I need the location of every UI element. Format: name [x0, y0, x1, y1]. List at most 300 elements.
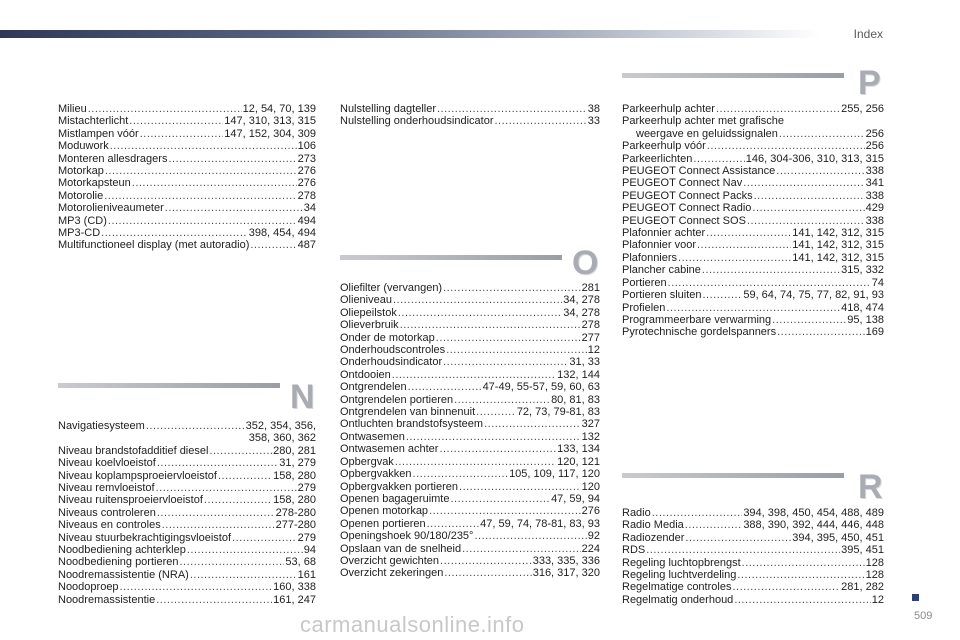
dot-leader [132, 177, 297, 189]
entry-pages: 338 [865, 165, 884, 178]
index-entry [622, 519, 884, 531]
entry-pages: 141, 142, 312, 315 [792, 227, 884, 240]
entry-pages: 31, 279 [279, 457, 316, 470]
index-entry [340, 307, 600, 319]
dot-leader [250, 239, 296, 251]
dot-leader [437, 103, 587, 115]
entry-pages: 338 [865, 214, 884, 227]
entry-pages: 161, 247 [273, 593, 316, 606]
entry-term: Regeling luchtopbrengst [622, 556, 741, 569]
entry-term: Noodremassistentie [58, 593, 156, 606]
entry-pages: 277 [581, 331, 600, 344]
index-entry: Parkeerhulp achter ..... 255, 256 [622, 103, 884, 115]
dot-leader [474, 530, 586, 542]
dot-leader [439, 443, 556, 455]
index-entry [340, 443, 600, 455]
index-entry [58, 519, 316, 531]
dot-leader [443, 282, 581, 294]
entry-term: Opslaan van de snelheid [340, 542, 462, 555]
entry-term: Pyrotechnische gordelspanners [622, 326, 777, 339]
index-entry [340, 518, 600, 530]
entry-pages: 34 [303, 202, 316, 215]
dot-leader [104, 190, 296, 202]
entry-pages: 395, 451 [841, 544, 884, 557]
dot-leader [772, 314, 846, 326]
entry-pages: 128 [865, 556, 884, 569]
index-entry [58, 128, 316, 140]
dot-leader [218, 470, 272, 482]
dot-leader [706, 227, 791, 239]
index-entry-continuation: 358, 360, 362 [248, 432, 316, 445]
index-entry [622, 165, 884, 177]
dot-leader [454, 394, 550, 406]
index-entry [340, 381, 600, 393]
entry-term: Parkeerlichten [622, 152, 693, 165]
dot-leader [732, 581, 840, 593]
entry-pages: 147, 310, 313, 315 [224, 115, 316, 128]
dot-leader [157, 507, 275, 519]
index-entry [58, 177, 316, 189]
section-r-letter: R [858, 468, 883, 506]
dot-leader [462, 543, 581, 555]
entry-pages: 12 [587, 344, 600, 357]
entry-term: Radio Media [622, 519, 684, 532]
index-entry [622, 227, 884, 239]
entry-pages: 59, 64, 74, 75, 77, 82, 91, 93 [743, 289, 884, 302]
entry-pages: 133, 134 [557, 443, 600, 456]
dot-leader [162, 519, 275, 531]
entry-term: Noodoproep [58, 581, 119, 594]
entry-pages: 315, 332 [841, 264, 884, 277]
index-entry [622, 544, 884, 556]
dot-leader [747, 215, 865, 227]
index-entry [340, 294, 600, 306]
dot-leader [703, 289, 743, 301]
entry-term: Niveau remvloeistof [58, 482, 155, 495]
entry-term: Niveau koplampsproeiervloeistof [58, 469, 217, 482]
entry-pages: 95, 138 [847, 313, 884, 326]
index-entry [622, 507, 884, 519]
entry-pages: 80, 81, 83 [551, 393, 600, 406]
entry-term: Plafonniers [622, 251, 678, 264]
dot-leader [140, 128, 224, 140]
entry-term: Olieniveau [340, 294, 392, 307]
index-entry [340, 431, 600, 443]
entry-term: PEUGEOT Connect Assistance [622, 165, 776, 178]
index-entry [58, 581, 316, 593]
index-entry [58, 445, 316, 457]
index-entry: Parkeerhulp achter met grafische [622, 115, 785, 128]
entry-term: Opbergvak [340, 455, 394, 468]
entry-term: Ontdooien [340, 368, 391, 381]
index-entry [58, 115, 316, 127]
index-entry [622, 215, 884, 227]
index-entry [340, 406, 600, 418]
entry-term: Openen portieren [340, 517, 426, 530]
entry-term: Motorkapsteun [58, 177, 131, 190]
dot-leader [707, 140, 865, 152]
dot-leader [190, 569, 297, 581]
dot-leader [752, 202, 864, 214]
entry-term: RDS [622, 544, 646, 557]
entry-term: Motorolieniveaumeter [58, 202, 164, 215]
entry-term: Plancher cabine [622, 264, 701, 277]
section-n-bar [58, 383, 280, 388]
index-entry [622, 252, 884, 264]
entry-term: Profielen [622, 301, 666, 314]
index-entry [340, 456, 600, 468]
index-column-3-p [622, 103, 884, 339]
entry-term: PEUGEOT Connect Nav [622, 177, 743, 190]
entry-pages: 120, 121 [557, 455, 600, 468]
entry-pages: 333, 335, 336 [532, 554, 600, 567]
index-entry [340, 344, 600, 356]
entry-pages: 276 [297, 165, 316, 178]
dot-leader [427, 518, 480, 530]
dot-leader [494, 115, 586, 127]
dot-leader [450, 493, 550, 505]
entry-pages: 281 [581, 282, 600, 294]
dot-leader [156, 482, 297, 494]
entry-term: Regelmatig onderhoud [622, 593, 734, 606]
index-entry [622, 557, 884, 569]
entry-pages: 161 [297, 568, 316, 581]
entry-pages: 147, 152, 304, 309 [224, 127, 316, 140]
index-entry [340, 555, 600, 567]
entry-pages: 74 [871, 276, 884, 289]
index-entry [58, 470, 316, 482]
entry-pages: 429 [865, 202, 884, 215]
entry-term: Programmeerbare verwarming [622, 313, 772, 326]
dot-leader [88, 103, 242, 115]
index-entry [340, 505, 600, 517]
dot-leader [129, 115, 223, 127]
entry-term: Noodbediening portieren [58, 556, 179, 569]
entry-pages: 394, 395, 450, 451 [792, 531, 884, 544]
index-entry [58, 202, 316, 214]
entry-pages: 388, 390, 392, 444, 446, 448 [743, 519, 884, 532]
entry-term: Ontgrendelen van binnenuit [340, 406, 476, 419]
dot-leader [408, 381, 482, 393]
entry-pages: 494 [297, 214, 316, 227]
index-entry [58, 532, 316, 544]
index-entry [58, 494, 316, 506]
dot-leader [734, 594, 870, 606]
dot-leader [101, 227, 248, 239]
index-entry [58, 507, 316, 519]
entry-pages: 280, 281 [273, 444, 316, 457]
entry-pages: 12 [871, 593, 884, 606]
index-entry [340, 493, 600, 505]
entry-pages: 316, 317, 320 [532, 567, 600, 580]
entry-term: Olieverbruik [340, 319, 399, 332]
entry-term: Niveau brandstofadditief diesel [58, 444, 209, 457]
index-entry [340, 103, 600, 115]
index-column-1-n [58, 420, 316, 606]
entry-term: Onderhoudscontroles [340, 344, 446, 357]
watermark: carmanualsonline.info [300, 612, 525, 637]
entry-pages: 160, 338 [273, 581, 316, 594]
entry-term: Moduwork [58, 140, 109, 153]
dot-leader [754, 190, 865, 202]
index-entry [622, 239, 884, 251]
entry-pages: 276 [581, 505, 600, 518]
entry-pages: 338 [865, 189, 884, 202]
index-entry [622, 177, 884, 189]
index-entry [622, 326, 884, 338]
index-entry [58, 594, 316, 606]
index-entry [340, 115, 600, 127]
entry-pages: 38 [587, 103, 600, 115]
entry-term: Ontgrendelen [340, 381, 407, 394]
entry-term: Multifunctioneel display (met autoradio) [58, 239, 250, 252]
dot-leader [697, 239, 791, 251]
dot-leader [406, 431, 581, 443]
dot-leader [179, 556, 284, 568]
index-entry [622, 594, 884, 606]
entry-pages: 394, 398, 450, 454, 488, 489 [743, 507, 884, 519]
index-entry [58, 215, 316, 227]
entry-pages: 72, 73, 79-81, 83 [516, 406, 600, 419]
index-entry [622, 581, 884, 593]
entry-pages: 132 [581, 430, 600, 443]
dot-leader [232, 532, 297, 544]
dot-leader [393, 294, 562, 306]
dot-leader [440, 555, 532, 567]
entry-pages: 256 [865, 140, 884, 153]
entry-term: Openingshoek 90/180/235° [340, 530, 474, 543]
entry-term: Ontgrendelen portieren [340, 393, 454, 406]
section-r-bar [622, 473, 844, 478]
dot-leader [446, 344, 587, 356]
index-entry [622, 140, 884, 152]
dot-leader [776, 165, 864, 177]
index-entry [622, 532, 884, 544]
entry-pages: 273 [297, 152, 316, 165]
entry-term: Radiozender [622, 531, 685, 544]
index-column-2-o [340, 282, 600, 580]
dot-leader [476, 406, 516, 418]
index-entry [622, 202, 884, 214]
entry-pages: 128 [865, 569, 884, 582]
dot-leader [395, 456, 556, 468]
index-entry [58, 103, 316, 115]
entry-pages: 47, 59, 74, 78-81, 83, 93 [480, 517, 600, 530]
dot-leader [668, 277, 871, 289]
entry-term: Oliepeilstok [340, 306, 397, 319]
index-column-2-n [340, 103, 600, 128]
entry-pages: 53, 68 [285, 556, 316, 569]
dot-leader [156, 594, 272, 606]
entry-pages: 105, 109, 117, 120 [509, 468, 600, 481]
entry-term: Niveau ruitensproeiervloeistof [58, 494, 203, 507]
entry-term: Regeling luchtverdeling [622, 569, 737, 582]
index-entry [58, 239, 316, 251]
dot-leader [702, 264, 840, 276]
entry-pages: 279 [297, 531, 316, 544]
entry-pages: 132, 144 [557, 368, 600, 381]
entry-pages: 47, 59, 94 [551, 492, 600, 505]
index-entry [58, 457, 316, 469]
dot-leader [120, 581, 273, 593]
index-entry [622, 302, 884, 314]
index-entry [340, 319, 600, 331]
entry-pages: 487 [297, 239, 316, 252]
entry-pages: 12, 54, 70, 139 [242, 103, 316, 115]
entry-term: Overzicht zekeringen [340, 567, 444, 580]
entry-term: Milieu [58, 103, 87, 115]
dot-leader [459, 481, 581, 493]
dot-leader [666, 302, 840, 314]
index-entry [622, 277, 884, 289]
entry-term: Portieren [622, 276, 667, 289]
entry-pages: 327 [581, 418, 600, 431]
dot-leader [209, 445, 272, 457]
dot-leader [165, 202, 303, 214]
index-entry [340, 282, 600, 294]
index-entry [58, 153, 316, 165]
entry-term: Nulstelling onderhoudsindicator [340, 115, 494, 128]
dot-leader [429, 505, 581, 517]
entry-pages: 224 [581, 542, 600, 555]
entry-pages: 281, 282 [841, 581, 884, 594]
index-entry [622, 569, 884, 581]
entry-term: Niveaus controleren [58, 506, 156, 519]
dot-leader [398, 307, 562, 319]
entry-term: Noodbediening achterklep [58, 544, 186, 557]
entry-term: PEUGEOT Connect Packs [622, 189, 753, 202]
entry-term: Noodremassistentie (NRA) [58, 568, 189, 581]
entry-pages: 158, 280 [273, 469, 316, 482]
entry-term: Opbergvakken portieren [340, 480, 459, 493]
entry-pages: 141, 142, 312, 315 [792, 239, 884, 252]
entry-term: Openen bagageruimte [340, 492, 450, 505]
entry-pages: 33 [587, 115, 600, 128]
entry-term: Onder de motorkap [340, 331, 435, 344]
dot-leader [105, 165, 297, 177]
entry-pages: 277-280 [275, 519, 316, 532]
section-p-letter: P [858, 64, 881, 102]
entry-pages: 279 [297, 482, 316, 495]
index-entry [622, 314, 884, 326]
index-entry [340, 468, 600, 480]
index-entry [340, 530, 600, 542]
index-entry [340, 356, 600, 368]
entry-term: Niveau stuurbekrachtigingsvloeistof [58, 531, 232, 544]
entry-term: MP3-CD [58, 227, 101, 240]
entry-term: Plafonnier achter [622, 227, 706, 240]
dot-leader [204, 494, 272, 506]
entry-term: Niveaus en controles [58, 519, 161, 532]
index-column-1-m [58, 103, 316, 252]
dot-leader [484, 418, 581, 430]
entry-term: Overzicht gewichten [340, 554, 440, 567]
entry-term: Mistlampen vóór [58, 127, 139, 140]
entry-pages: 341 [865, 177, 884, 190]
entry-term: Motorolie [58, 189, 104, 202]
index-entry [340, 394, 600, 406]
index-entry [622, 153, 884, 165]
index-entry [58, 556, 316, 568]
entry-term: MP3 (CD) [58, 214, 107, 227]
index-entry [58, 482, 316, 494]
entry-pages: 141, 142, 312, 315 [792, 251, 884, 264]
entry-pages: 92 [587, 530, 600, 543]
entry-term: Ontluchten brandstofsysteem [340, 418, 484, 431]
entry-term: Opbergvakken [340, 468, 412, 481]
entry-term: Oliefilter (vervangen) [340, 282, 443, 294]
dot-leader [652, 507, 743, 519]
entry-pages: 418, 474 [841, 301, 884, 314]
section-o-bar [340, 255, 562, 260]
entry-term: Motorkap [58, 165, 104, 178]
index-entry [58, 544, 316, 556]
entry-term: Parkeerhulp vóór [622, 140, 706, 153]
dot-leader [392, 369, 556, 381]
page-title: Index [853, 27, 883, 41]
dot-leader [742, 557, 865, 569]
entry-pages: 278 [581, 319, 600, 332]
index-entry [58, 165, 316, 177]
index-entry-continuation: weergave en geluidssignalen ..... 256 [622, 128, 884, 140]
index-entry [340, 543, 600, 555]
entry-term: Regelmatige controles [622, 581, 732, 594]
entry-term: Niveau koelvloeistof [58, 457, 156, 470]
index-entry [622, 190, 884, 202]
dot-leader [646, 544, 840, 556]
entry-pages: 398, 454, 494 [248, 227, 316, 240]
entry-term: Nulstelling dagteller [340, 103, 436, 115]
entry-term: Portieren sluiten [622, 289, 702, 302]
entry-term: Onderhoudsindicator [340, 356, 443, 369]
index-entry [622, 289, 884, 301]
dot-leader [157, 457, 278, 469]
entry-pages: 120 [581, 480, 600, 493]
dot-leader [168, 153, 296, 165]
section-n-letter: N [290, 378, 315, 416]
dot-leader [444, 567, 531, 579]
index-entry: Navigatiesysteem ..... 352, 354, 356, [58, 420, 316, 432]
index-entry [340, 567, 600, 579]
dot-leader [685, 532, 791, 544]
index-entry [58, 140, 316, 152]
entry-term: Mistachterlicht [58, 115, 129, 128]
entry-pages: 47-49, 55-57, 59, 60, 63 [482, 381, 600, 394]
dot-leader [693, 153, 744, 165]
dot-leader [678, 252, 791, 264]
index-entry [58, 569, 316, 581]
dot-leader [108, 215, 297, 227]
dot-leader [400, 319, 581, 331]
entry-term: Ontwasemen achter [340, 443, 439, 456]
dot-leader [187, 544, 303, 556]
entry-pages: 106 [297, 140, 316, 153]
index-entry [340, 369, 600, 381]
dot-leader [436, 332, 581, 344]
dot-leader [743, 177, 864, 189]
entry-pages: 169 [865, 326, 884, 339]
entry-pages: 278-280 [275, 506, 316, 519]
header-gradient-bar [0, 30, 820, 38]
entry-term: Radio [622, 507, 651, 519]
entry-pages: 94 [303, 544, 316, 557]
index-entry [622, 264, 884, 276]
entry-term: Ontwasemen [340, 430, 405, 443]
corner-square-mark [912, 594, 919, 601]
dot-leader [685, 519, 743, 531]
index-entry [340, 332, 600, 344]
entry-pages: 31, 33 [569, 356, 600, 369]
